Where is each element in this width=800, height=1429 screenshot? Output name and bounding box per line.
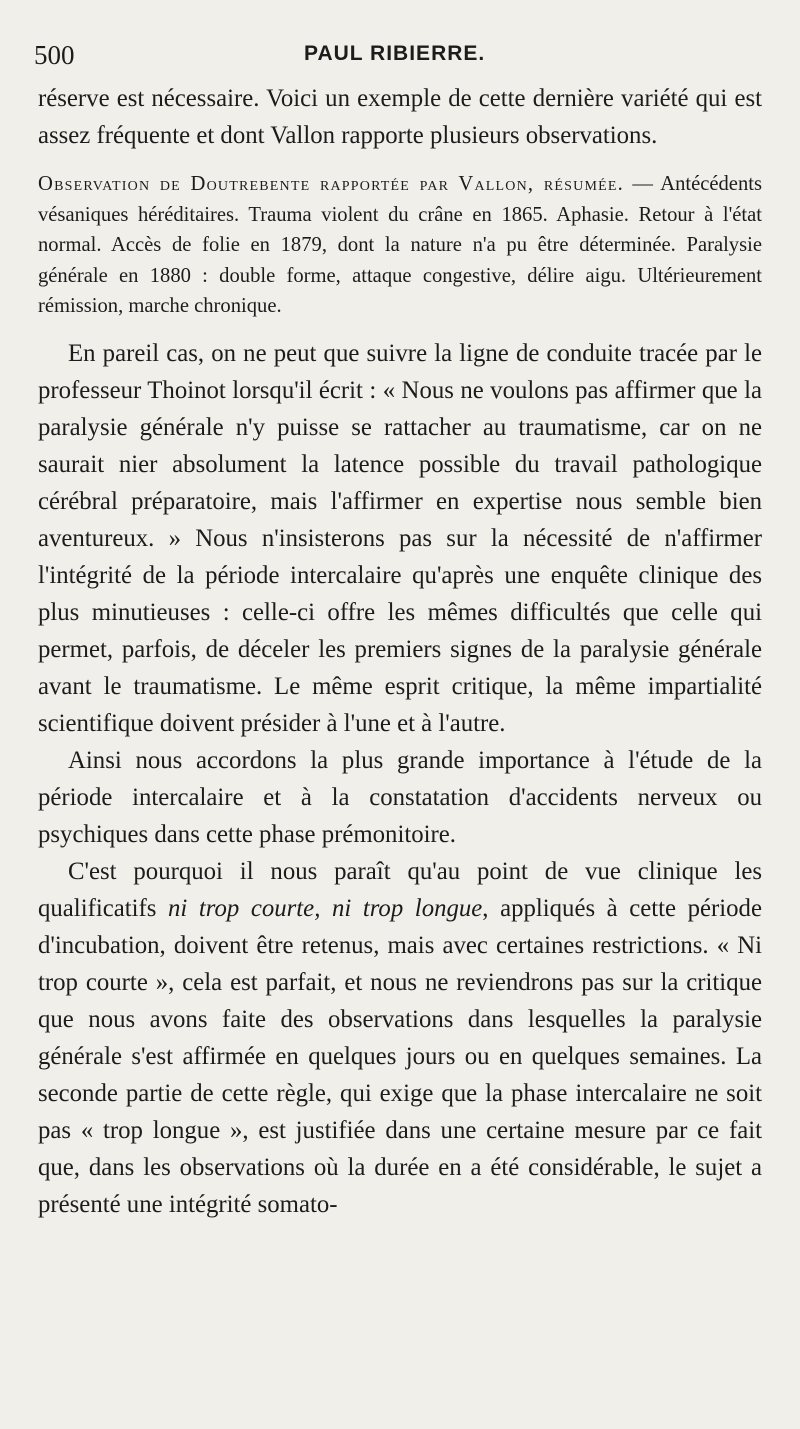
- paragraph: [38, 853, 762, 1223]
- italic-phrase: ni trop courte, ni trop longue: [168, 894, 483, 922]
- body-text: [38, 80, 762, 1223]
- observation-text: — Antécédents vésaniques héréditaires. Trauma violent du crâne en 1865. Aphasie. Retour à l'état normal. Accès de folie en 1879, dont la nature n'a pu être déterminée. Paralysie générale en 1880 : double forme, attaque congestive, délire aigu. Ultérieurement rémission, marche chronique.: [38, 173, 762, 318]
- paragraph: Ainsi nous accordons la plus grande importance à l'étude de la période intercalaire et à la constatation d'accidents nerveux ou psychiques dans cette phase prémonitoire.: [38, 746, 762, 848]
- paragraph-text: , appliqués à cette période d'incubation, doivent être retenus, mais avec certaines restrictions. « Ni trop courte », cela est parfait, et nous ne reviendrons pas sur la critique que nous avons faite des observations dans lesquelles la paralysie générale s'est affirmée en quelques jours ou en quelques semaines. La seconde partie de cette règle, qui exige que la phase intercalaire ne soit pas « trop longue », est justifiée dans une certaine mesure par ce fait que, dans les observations où la durée en a été considérable, le sujet a présenté une intégrité somato-: [38, 894, 762, 1218]
- observation-summary: [38, 169, 762, 322]
- running-head: PAUL RIBIERRE.: [304, 42, 486, 65]
- paragraph: En pareil cas, on ne peut que suivre la ligne de conduite tracée par le professeur Thoinot lorsqu'il écrit : « Nous ne voulons pas affirmer que la paralysie générale n'y puisse se rattacher au traumatisme, car on ne saurait nier absolument la latence possible du travail pathologique cérébral préparatoire, mais l'affirmer en expertise nous semble bien aventureux. » Nous n'insisterons pas sur la nécessité de n'affirmer l'intégrité de la période intercalaire qu'après une enquête clinique des plus minutieuses : celle-ci offre les mêmes difficultés que celle qui permet, parfois, de déceler les premiers signes de la paralysie générale avant le traumatisme. Le même esprit critique, la même impartialité scientifique doivent présider à l'une et à l'autre.: [38, 339, 762, 737]
- page-header: [34, 40, 764, 80]
- observation-heading: Observation de Doutrebente rapportée par Vallon, résumée.: [38, 173, 624, 195]
- paragraph-continued: réserve est nécessaire. Voici un exemple de cette dernière variété qui est assez fréquente et dont Vallon rapporte plusieurs observations.: [38, 85, 762, 149]
- page-number: 500: [34, 40, 75, 70]
- paragraph-text: C'est pourquoi il nous paraît qu'au point de vue clinique les qualificatifs: [38, 857, 762, 922]
